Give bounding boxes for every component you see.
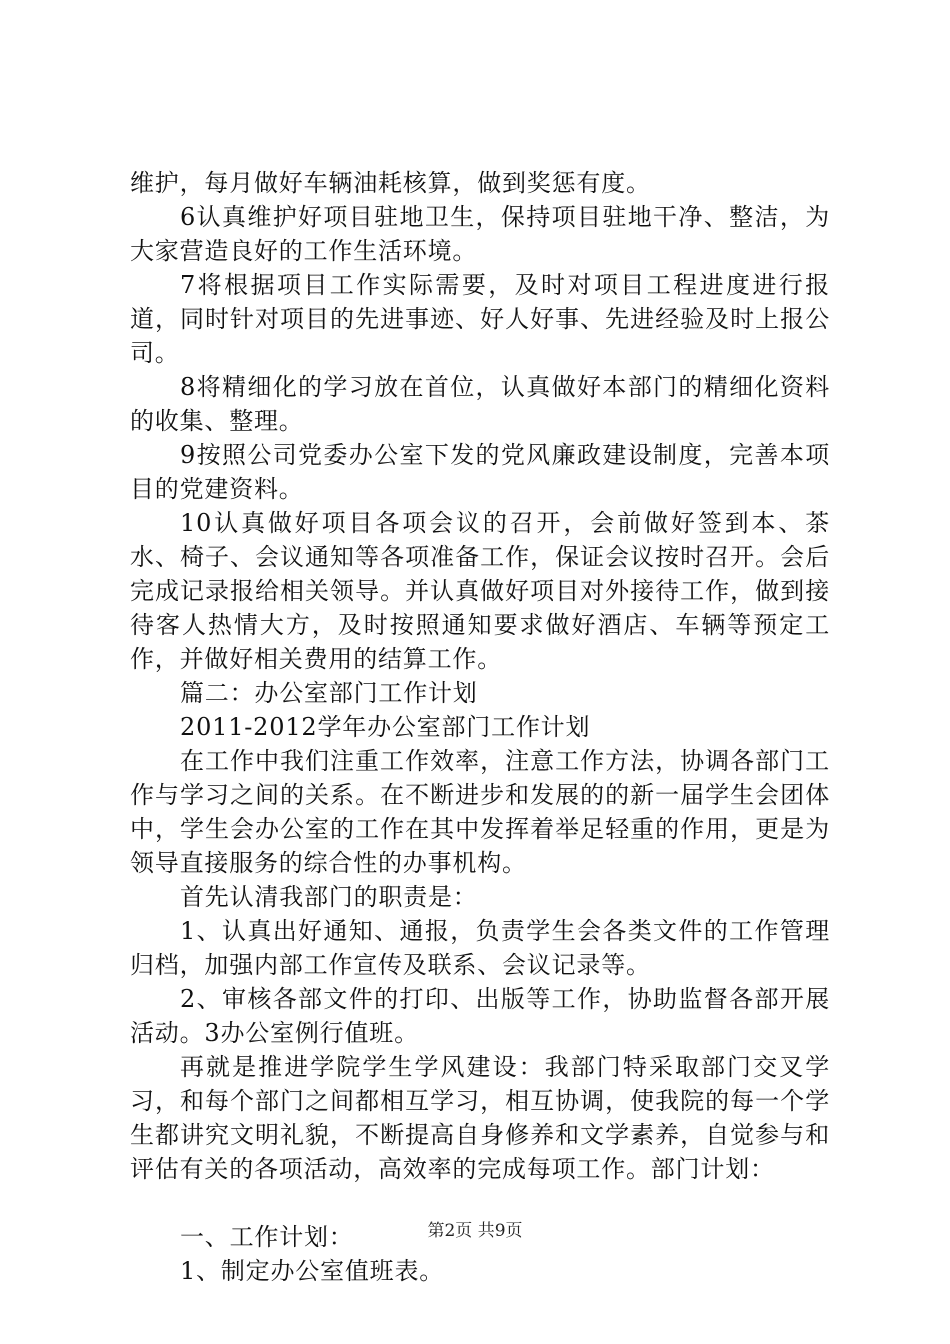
- paragraph: 首先认清我部门的职责是：: [180, 883, 478, 911]
- document-title: 2011-2012学年办公室部门工作计划: [180, 713, 591, 741]
- paragraph: 1、制定办公室值班表。: [180, 1257, 445, 1285]
- page-footer: 第2页 共9页: [427, 1221, 523, 1241]
- paragraph: 10认真做好项目各项会议的召开，会前做好签到本、茶水、椅子、会议通知等各项准备工作，保证会议按时召开。会后完成记录报给相关领导。并认真做好项目对外接待工作，做到接待客人热情大方，及时按照通知要求做好酒店、车辆等预定工作，并做好相关费用的结算工作。: [130, 509, 830, 673]
- paragraph: 在工作中我们注重工作效率，注意工作方法，协调各部门工作与学习之间的关系。在不断进步和发展的的新一届学生会团体中，学生会办公室的工作在其中发挥着举足轻重的作用，更是为领导直接服务的综合性的办事机构。: [130, 747, 830, 877]
- paragraph: 1、认真出好通知、通报，负责学生会各类文件的工作管理归档，加强内部工作宣传及联系、会议记录等。: [130, 917, 830, 979]
- paragraph: 维护，每月做好车辆油耗核算，做到奖惩有度。: [130, 169, 651, 197]
- body-text: [130, 166, 830, 1288]
- paragraph: 9按照公司党委办公室下发的党风廉政建设制度，完善本项目的党建资料。: [130, 441, 830, 503]
- section-heading: 一、工作计划：: [180, 1223, 354, 1251]
- paragraph: 6认真维护好项目驻地卫生，保持项目驻地干净、整洁，为大家营造良好的工作生活环境。: [130, 203, 830, 265]
- paragraph: 2、审核各部文件的打印、出版等工作，协助监督各部开展活动。3办公室例行值班。: [130, 985, 830, 1047]
- paragraph: 再就是推进学院学生学风建设：我部门特采取部门交叉学习，和每个部门之间都相互学习，相互协调，使我院的每一个学生都讲究文明礼貌，不断提高自身修养和文学素养，自觉参与和评估有关的各项活动，高效率的完成每项工作。部门计划：: [130, 1053, 830, 1183]
- paragraph: 8将精细化的学习放在首位，认真做好本部门的精细化资料的收集、整理。: [130, 373, 830, 435]
- section-heading: 篇二：办公室部门工作计划: [180, 679, 478, 707]
- paragraph: 7将根据项目工作实际需要，及时对项目工程进度进行报道，同时针对项目的先进事迹、好人好事、先进经验及时上报公司。: [130, 271, 830, 367]
